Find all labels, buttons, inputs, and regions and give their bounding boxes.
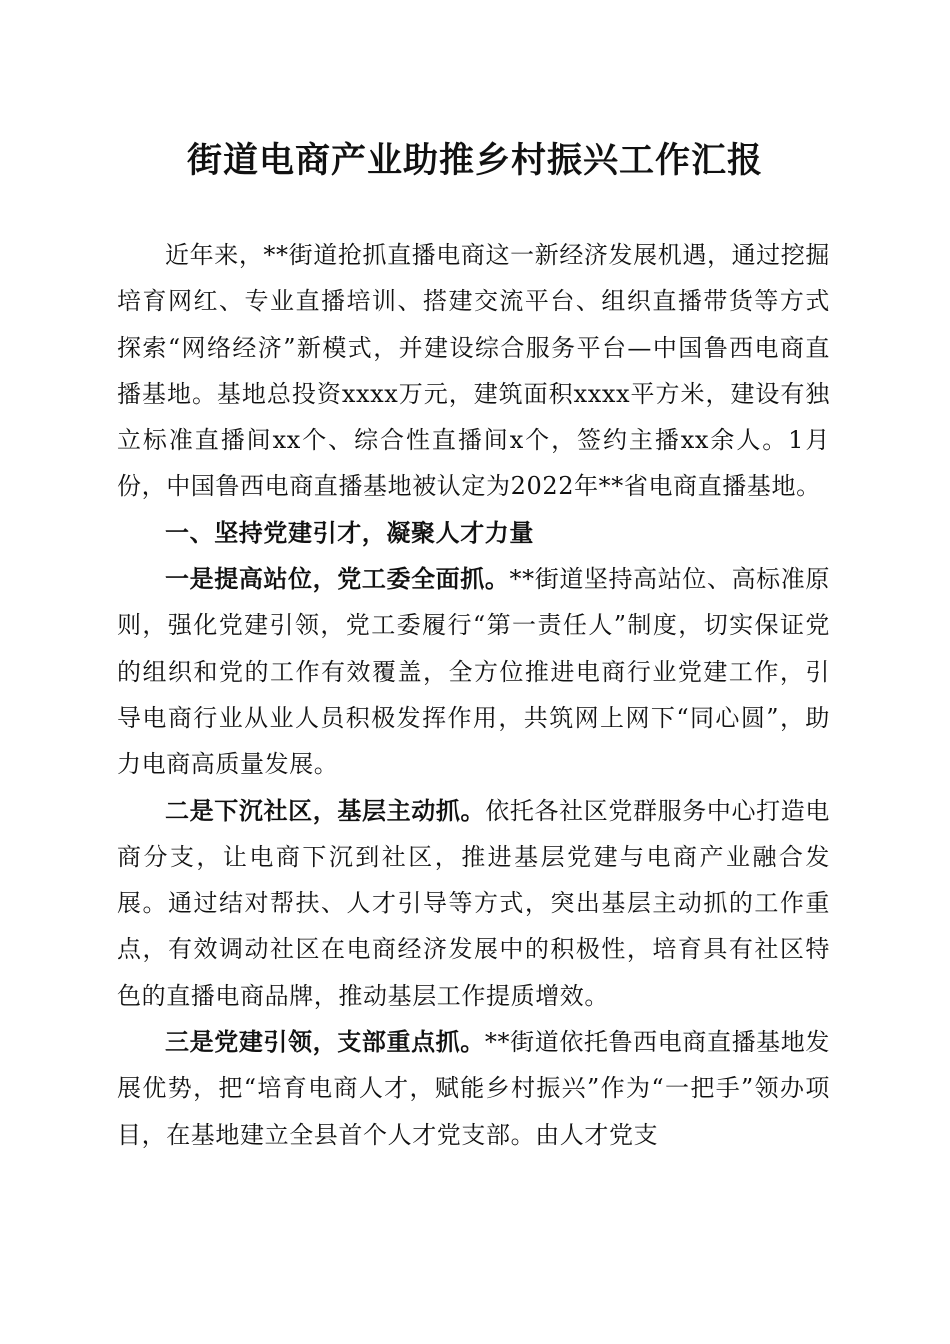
section-heading-1: 一、坚持党建引才，凝聚人才力量 [165, 518, 534, 547]
document-title: 街道电商产业助推乡村振兴工作汇报 [186, 141, 763, 181]
paragraph-lead: 三是党建引领，支部重点抓。 [165, 1028, 485, 1057]
paragraph-text: 依托各社区党群服务中心打造电商分支，让电商下沉到社区，推进基层党建与电商产业融合发展。通过结对帮扶、人才引导等方式，突出基层主动抓的工作重点，有效调动社区在电商经济发展中的积极性，培育具有社区特色的直播电商品牌，推动基层工作提质增效。 [117, 796, 830, 1010]
paragraph-lead: 二是下沉社区，基层主动抓。 [165, 796, 486, 825]
intro-paragraph: 近年来，**街道抢抓直播电商这一新经济发展机遇，通过挖掘培育网红、专业直播培训、搭建交流平台、组织直播带货等方式探索“网络经济”新模式，并建设综合服务平台—中国鲁西电商直播基地。基地总投资xxxx万元，建筑面积xxxx平方米，建设有独立标准直播间xx个、综合性直播间x个，签约主播xx余人。1月份，中国鲁西电商直播基地被认定为2022年**省电商直播基地。 [117, 241, 830, 501]
section1-paragraph-3 [117, 1019, 830, 1158]
paragraph-lead: 一是提高站位，党工委全面抓。 [165, 565, 510, 594]
paragraph-text: **街道坚持高站位、高标准原则，强化党建引领，党工委履行“第一责任人”制度，切实保证党的组织和党的工作有效覆盖，全方位推进电商行业党建工作，引导电商行业从业人员积极发挥作用，共筑网上网下“同心圆”，助力电商高质量发展。 [117, 565, 830, 779]
document-body [117, 232, 830, 1158]
section1-paragraph-1 [117, 556, 830, 787]
paragraph-text: **街道依托鲁西电商直播基地发展优势，把“培育电商人才，赋能乡村振兴”作为“一把手”领办项目，在基地建立全县首个人才党支部。由人才党支 [117, 1028, 830, 1149]
section1-paragraph-2 [117, 788, 830, 1019]
